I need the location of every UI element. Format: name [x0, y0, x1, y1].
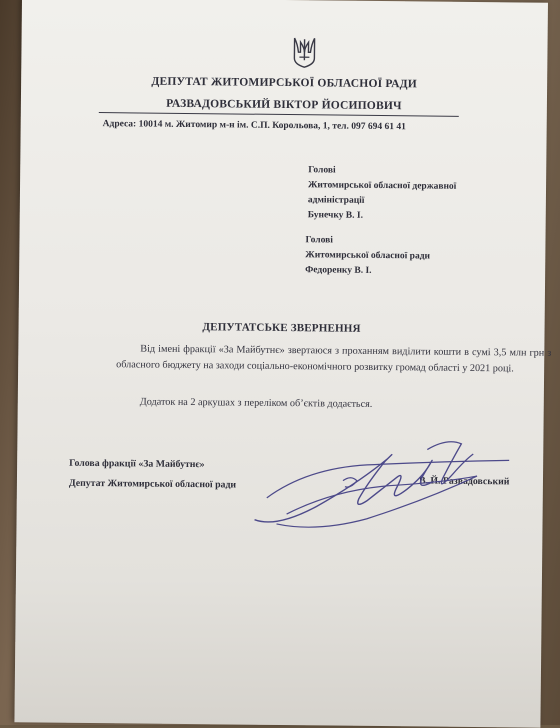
signer-name: В. Й. Развадовський — [419, 475, 510, 487]
addressee-1 — [308, 163, 457, 225]
document-body: Від імені фракції «За Майбутнє» звертаюся з проханням виділити кошти в сумі 3,5 млн грн з обласного бюджету на заходи соціально-економічного розвитку громад області у 2021 році. — [116, 341, 551, 377]
letterhead-address: Адреса: 10014 м. Житомир м-н ім. С.П. Корольова, 1, тел. 097 694 61 41 — [103, 119, 533, 134]
letterhead-divider — [99, 112, 459, 117]
letterhead-name: РАЗВАДОВСЬКИЙ ВІКТОР ЙОСИПОВИЧ — [21, 96, 547, 114]
addressee-1-org1: Житомирської обласної державної — [308, 178, 456, 195]
trident-icon — [291, 36, 317, 70]
signature-role-1: Голова фракції «За Майбутнє» — [69, 458, 205, 470]
addressee-2 — [305, 233, 430, 279]
letterhead-title: ДЕПУТАТ ЖИТОМИРСЬКОЇ ОБЛАСНОЇ РАДИ — [21, 74, 547, 92]
addressee-2-name: Федоренку В. І. — [305, 263, 430, 279]
addressee-2-role: Голові — [305, 233, 430, 249]
addressee-1-name: Бунечку В. І. — [308, 208, 456, 225]
document-attachment: Додаток на 2 аркушах з переліком об’єктів додається. — [140, 397, 540, 412]
addressee-1-role: Голові — [308, 163, 456, 180]
document-title: ДЕПУТАТСЬКЕ ЗВЕРНЕННЯ — [19, 319, 545, 337]
handwritten-signature — [246, 428, 527, 541]
letter-page — [14, 0, 548, 728]
signature-role-2: Депутат Житомирської обласної ради — [69, 478, 236, 491]
addressee-2-org1: Житомирської обласної ради — [305, 248, 430, 264]
addressee-1-org2: адміністрації — [308, 193, 456, 210]
